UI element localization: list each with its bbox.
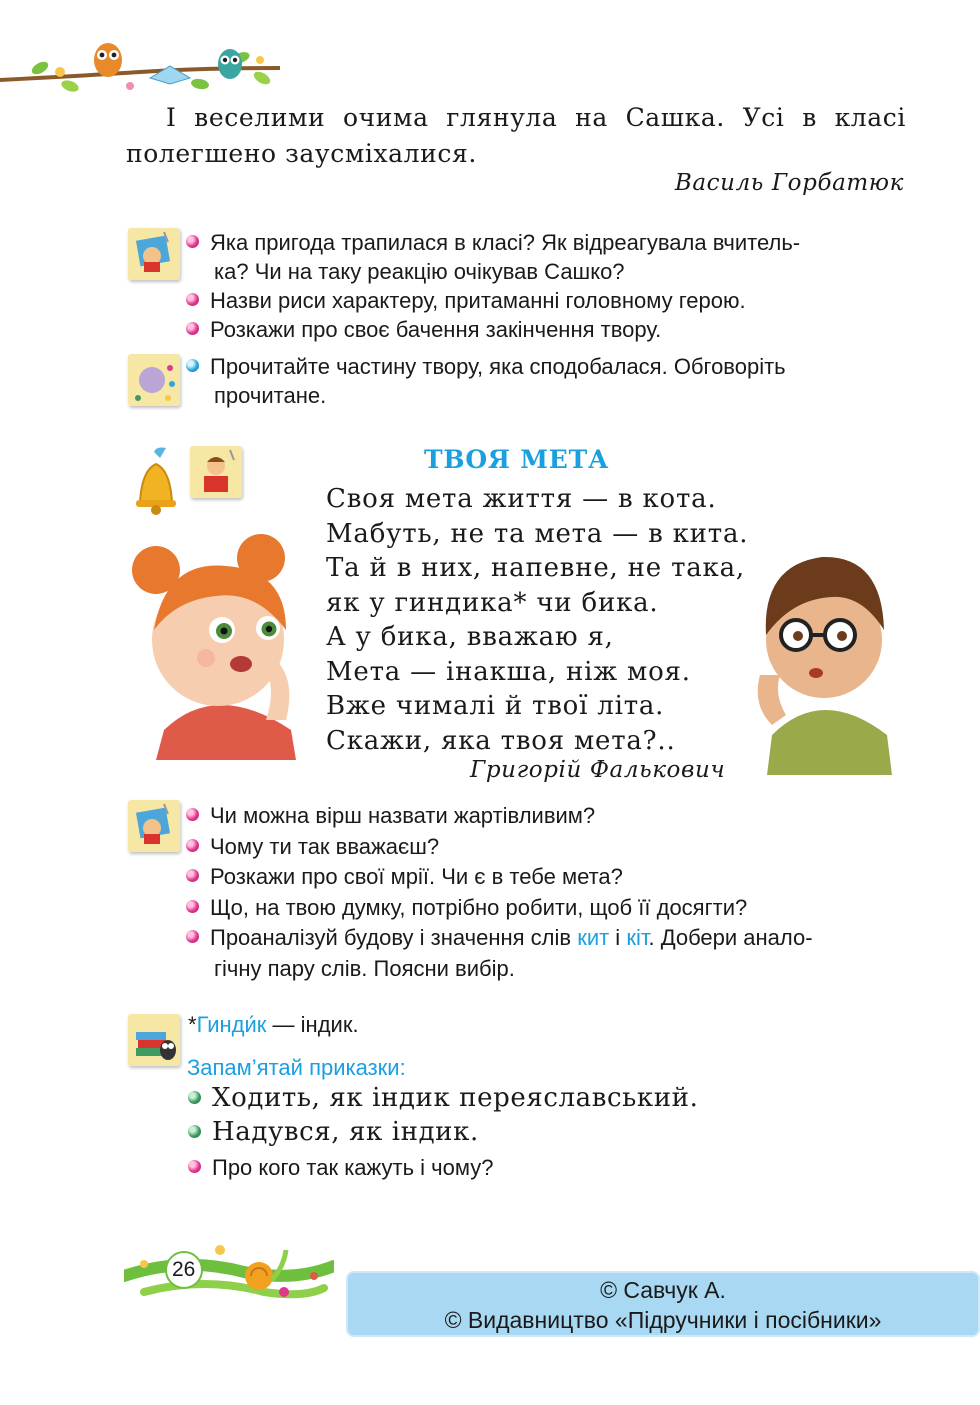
question-item	[186, 286, 906, 315]
pink-bullet-icon	[186, 900, 199, 913]
proverb-item	[188, 1081, 698, 1115]
question-text: Яка пригода трапилася в класі? Як відреагувала вчитель-	[210, 230, 801, 255]
question-item	[186, 832, 906, 863]
question-item	[186, 893, 906, 924]
pink-bullet-icon	[186, 839, 199, 852]
poem-line: Мета — інакша, ніж моя.	[326, 656, 691, 687]
story-paragraph: І веселими очима глянула на Сашка. Усі в класі полегшено заусміхалися.	[126, 103, 906, 168]
pink-bullet-icon	[186, 235, 199, 248]
green-bullet-icon	[188, 1125, 201, 1138]
highlight-word: кіт	[626, 925, 649, 950]
poem-line: Своя мета життя — в кота.	[326, 484, 717, 514]
question-text: Чому ти так вважаєш?	[210, 833, 440, 859]
copyright-band	[346, 1271, 980, 1337]
question-text: . Добери анало-	[648, 925, 813, 950]
discuss-sticker-icon	[128, 800, 180, 852]
question-text: Про кого так кажуть і чому?	[212, 1155, 494, 1180]
task-block	[186, 352, 906, 410]
footnote	[188, 1012, 359, 1038]
task-text-continued: прочитане.	[214, 383, 327, 408]
question-text: Назви риси характеру, притаманні головному герою.	[210, 288, 746, 313]
proverb-text: Ходить, як індик переяславський.	[212, 1083, 699, 1113]
poem-line: Мабуть, не та мета — в кита.	[326, 518, 749, 549]
page-number: 26	[172, 1258, 196, 1281]
question-text: Чи можна вірш назвати жартівливим?	[210, 803, 596, 828]
pink-bullet-icon	[186, 930, 199, 943]
question-text: Розкажи про свої мрії. Чи є в тебе мета?	[210, 864, 623, 889]
highlight-word: кит	[577, 925, 610, 950]
story-author: Василь Горбатюк	[674, 170, 904, 196]
question-text-continued: гічну пару слів. Поясни вибір.	[214, 955, 515, 981]
poem-text	[326, 482, 748, 758]
footnote-word: Гинди́к	[196, 1012, 267, 1037]
boy-illustration	[752, 535, 897, 775]
proverbs-list	[188, 1081, 698, 1149]
question-item	[186, 801, 906, 832]
branch-owls-decoration	[0, 38, 280, 108]
questions-block-1	[186, 228, 906, 344]
question-text: Проаналізуй будову і значення слів	[210, 925, 578, 950]
poem-line: як у гиндика* чи бика.	[326, 587, 659, 618]
reading-sticker-icon	[190, 446, 242, 498]
final-question-block	[188, 1153, 908, 1182]
poem-author: Григорій Фалькович	[470, 757, 726, 783]
snail-grass-decoration	[124, 1236, 334, 1306]
pink-bullet-icon	[186, 869, 199, 882]
poem-title: ТВОЯ МЕТА	[424, 445, 610, 474]
questions-block-2	[186, 801, 906, 984]
question-item	[186, 228, 906, 286]
proverb-text: Надувся, як індик.	[212, 1117, 479, 1147]
discuss-sticker-icon	[128, 228, 180, 280]
green-bullet-icon	[188, 1091, 201, 1104]
remember-label: Запам’ятай приказки:	[187, 1055, 406, 1080]
blue-bullet-icon	[186, 359, 199, 372]
pink-bullet-icon	[188, 1160, 201, 1173]
copyright-publisher: © Видавництво «Підручники і посібники»	[444, 1307, 882, 1333]
question-item	[186, 315, 906, 344]
bell-icon	[126, 446, 186, 516]
poem-line: Скажи, яка твоя мета?..	[326, 725, 676, 756]
proverb-item	[188, 1115, 698, 1149]
question-text: Що, на твою думку, потрібно робити, щоб її досягти?	[210, 894, 748, 920]
poem-line: Вже чималі й твої літа.	[326, 691, 665, 721]
pink-bullet-icon	[186, 808, 199, 821]
group-work-sticker-icon	[128, 354, 180, 406]
task-item	[186, 352, 906, 410]
pink-bullet-icon	[186, 322, 199, 335]
story-ending	[126, 100, 906, 172]
poem-line: Та й в них, напевне, не така,	[326, 553, 745, 583]
question-item	[186, 862, 906, 893]
task-text: Прочитайте частину твору, яка сподобалася. Обговоріть	[210, 354, 786, 379]
dictionary-sticker-icon	[128, 1014, 180, 1066]
footnote-definition: — індик.	[266, 1012, 359, 1037]
question-text-continued: ка? Чи на таку реакцію очікував Сашко?	[214, 259, 625, 284]
question-item	[186, 923, 906, 984]
question-item	[188, 1153, 908, 1182]
question-text: і	[609, 925, 627, 950]
poem-line: А у бика, вважаю я,	[326, 622, 614, 652]
copyright-author: © Савчук А.	[600, 1277, 726, 1303]
pink-bullet-icon	[186, 293, 199, 306]
question-text: Розкажи про своє бачення закінчення твору.	[210, 317, 662, 342]
girl-illustration	[126, 530, 306, 760]
footnote-star: *	[188, 1012, 197, 1037]
